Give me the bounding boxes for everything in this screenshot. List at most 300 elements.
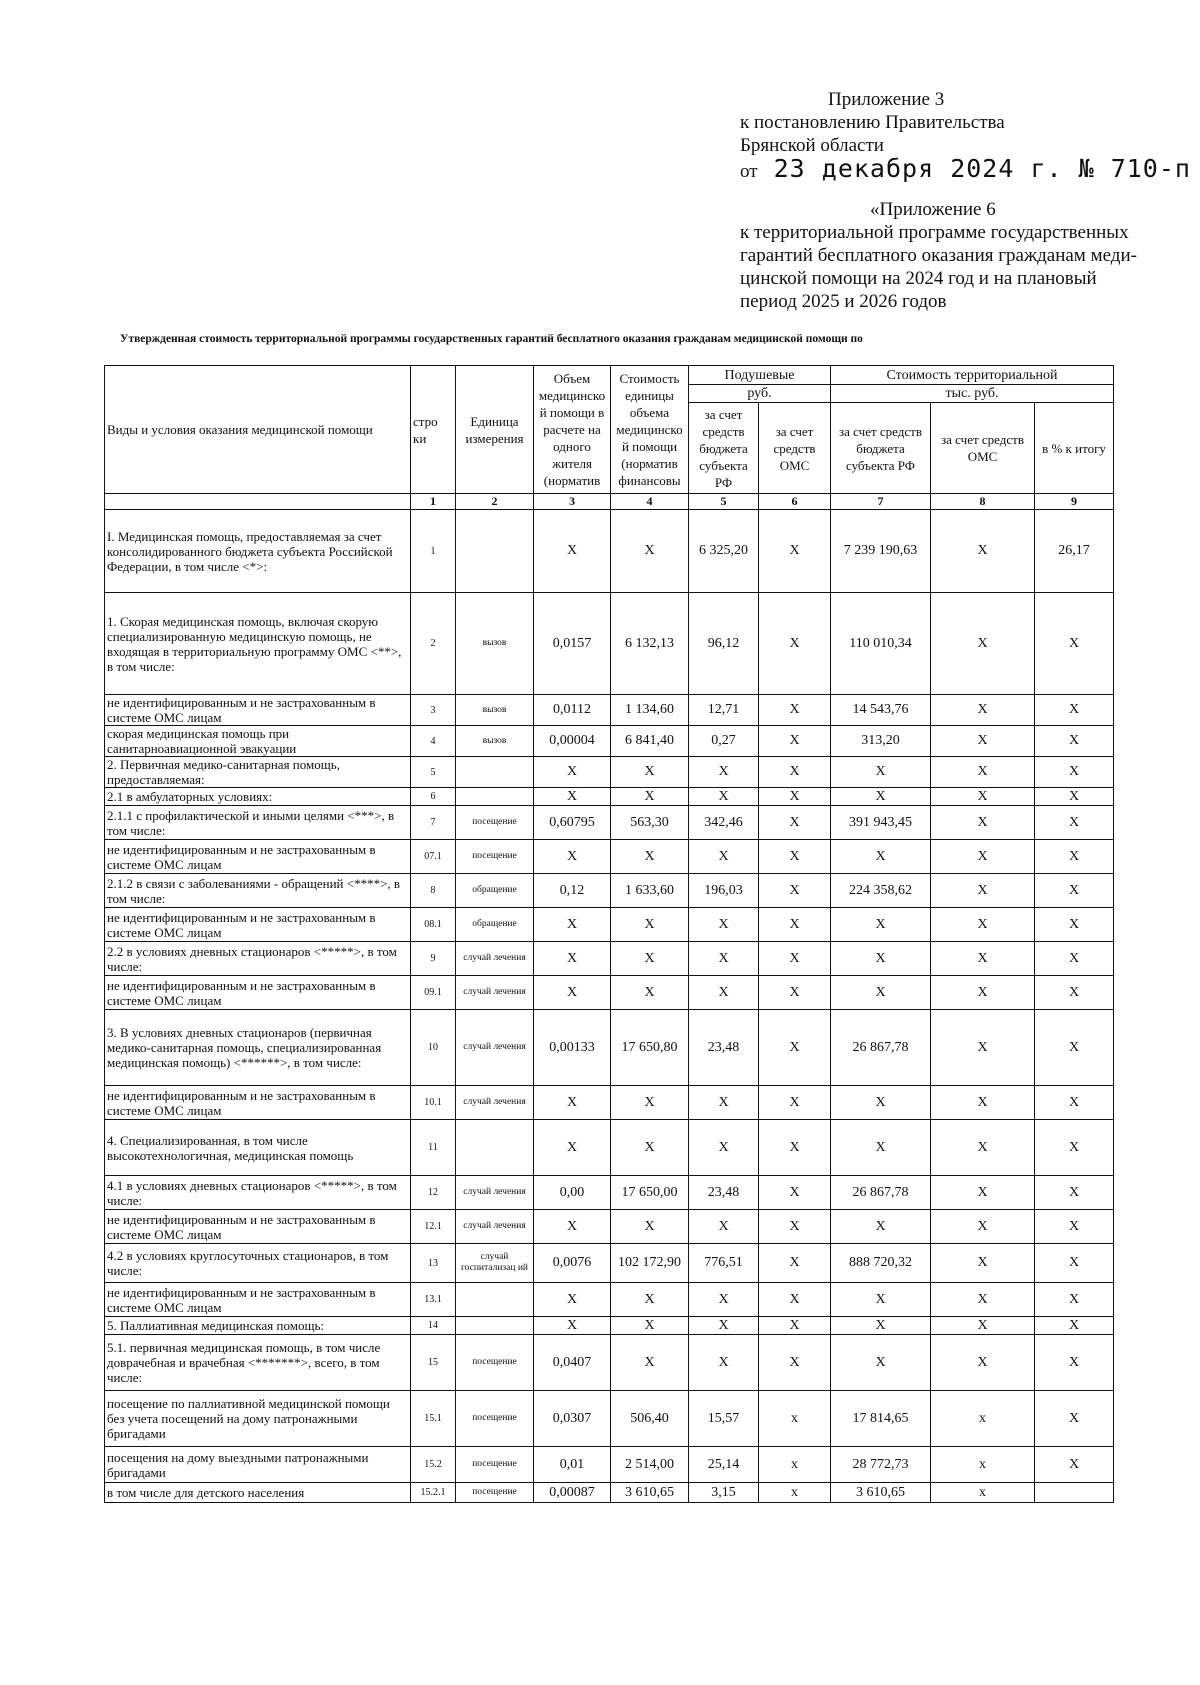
per-capita-budget: X [689, 942, 759, 976]
header-per-capita-unit: руб. [689, 385, 831, 403]
table-row [105, 976, 1114, 1010]
row-label: скорая медицинская помощь при санитарноавиационной эвакуации [105, 726, 411, 757]
territorial-budget: X [831, 757, 931, 788]
table-row [105, 1335, 1114, 1391]
unit [456, 1283, 534, 1317]
row-label: 5.1. первичная медицинская помощь, в том числе доврачебная и врачебная <*******>, всего, в том числе: [105, 1335, 411, 1391]
per-capita-budget: 0,27 [689, 726, 759, 757]
volume: 0,00133 [534, 1010, 611, 1086]
territorial-oms: X [931, 695, 1035, 726]
per-capita-budget: X [689, 788, 759, 806]
per-capita-budget: 3,15 [689, 1483, 759, 1503]
table-row [105, 788, 1114, 806]
unit-cost: 1 633,60 [611, 874, 689, 908]
header-line: к территориальной программе государственных [740, 222, 1129, 243]
per-capita-oms: X [759, 1010, 831, 1086]
cost-table [104, 365, 1114, 1503]
header-per-capita: Подушевые [689, 366, 831, 385]
per-capita-oms: X [759, 695, 831, 726]
column-number: 7 [831, 494, 931, 510]
unit: вызов [456, 593, 534, 695]
unit-cost: X [611, 757, 689, 788]
territorial-oms: X [931, 840, 1035, 874]
per-capita-budget: X [689, 757, 759, 788]
territorial-oms: X [931, 593, 1035, 695]
territorial-budget: 17 814,65 [831, 1391, 931, 1447]
column-number: 2 [456, 494, 534, 510]
per-capita-oms: X [759, 1120, 831, 1176]
row-number: 2 [411, 593, 456, 695]
volume: X [534, 757, 611, 788]
table-row [105, 757, 1114, 788]
territorial-budget: X [831, 788, 931, 806]
row-number: 15.1 [411, 1391, 456, 1447]
unit-cost: X [611, 1283, 689, 1317]
per-capita-budget: 23,48 [689, 1010, 759, 1086]
per-capita-oms: X [759, 942, 831, 976]
per-capita-budget: X [689, 1120, 759, 1176]
table-row [105, 1391, 1114, 1447]
table-body [105, 366, 1114, 1503]
table-row [105, 942, 1114, 976]
row-number: 11 [411, 1120, 456, 1176]
territorial-oms: X [931, 1210, 1035, 1244]
table-row [105, 1483, 1114, 1503]
row-number: 8 [411, 874, 456, 908]
unit: случай лечения [456, 1086, 534, 1120]
table-row [105, 1244, 1114, 1283]
row-label: 5. Паллиативная медицинская помощь: [105, 1317, 411, 1335]
territorial-oms: X [931, 976, 1035, 1010]
per-capita-oms: X [759, 840, 831, 874]
row-label: 2.1 в амбулаторных условиях: [105, 788, 411, 806]
unit-cost: X [611, 976, 689, 1010]
territorial-oms: X [931, 942, 1035, 976]
volume: X [534, 1120, 611, 1176]
row-label: 2.2 в условиях дневных стационаров <*****>, в том числе: [105, 942, 411, 976]
percent: X [1035, 1317, 1114, 1335]
per-capita-oms: x [759, 1483, 831, 1503]
unit [456, 510, 534, 593]
table-row [105, 908, 1114, 942]
territorial-budget: 110 010,34 [831, 593, 931, 695]
per-capita-budget: X [689, 1086, 759, 1120]
header-line: Приложение 3 [828, 89, 945, 110]
per-capita-oms: x [759, 1391, 831, 1447]
unit [456, 1317, 534, 1335]
column-number: 9 [1035, 494, 1114, 510]
row-number: 09.1 [411, 976, 456, 1010]
header-line: «Приложение 6 [870, 199, 996, 220]
territorial-oms: X [931, 1283, 1035, 1317]
unit: посещение [456, 806, 534, 840]
unit: случай лечения [456, 976, 534, 1010]
header-territorial-unit: тыс. руб. [831, 385, 1114, 403]
per-capita-budget: 342,46 [689, 806, 759, 840]
volume: 0,0307 [534, 1391, 611, 1447]
percent: X [1035, 593, 1114, 695]
percent: X [1035, 806, 1114, 840]
row-number: 3 [411, 695, 456, 726]
per-capita-oms: X [759, 1086, 831, 1120]
header-row-number: стро ки [411, 366, 456, 494]
unit-cost: X [611, 942, 689, 976]
unit: случай лечения [456, 1176, 534, 1210]
per-capita-oms: X [759, 874, 831, 908]
volume: X [534, 788, 611, 806]
unit-cost: X [611, 788, 689, 806]
table-row [105, 1283, 1114, 1317]
territorial-budget: X [831, 1120, 931, 1176]
unit: посещение [456, 1447, 534, 1483]
per-capita-budget: X [689, 1283, 759, 1317]
table-row [105, 1120, 1114, 1176]
row-number: 08.1 [411, 908, 456, 942]
date-handwritten: 23 декабря 2024 г. № 710-п [773, 154, 1191, 183]
header-kinds: Виды и условия оказания медицинской помощи [105, 366, 411, 494]
per-capita-budget: 15,57 [689, 1391, 759, 1447]
unit-cost: X [611, 840, 689, 874]
table-row [105, 1086, 1114, 1120]
territorial-budget: X [831, 908, 931, 942]
unit-cost: X [611, 1120, 689, 1176]
header-terr-oms: за счет средств ОМС [931, 403, 1035, 494]
row-label: не идентифицированным и не застрахованным в системе ОМС лицам [105, 1283, 411, 1317]
row-number: 14 [411, 1317, 456, 1335]
per-capita-budget: 25,14 [689, 1447, 759, 1483]
volume: 0,00 [534, 1176, 611, 1210]
row-number: 12 [411, 1176, 456, 1210]
table-row [105, 840, 1114, 874]
header-line: к постановлению Правительства [740, 112, 1005, 133]
unit-cost: 102 172,90 [611, 1244, 689, 1283]
percent: X [1035, 1244, 1114, 1283]
territorial-budget: X [831, 942, 931, 976]
territorial-budget: X [831, 1210, 931, 1244]
row-label: 4.1 в условиях дневных стационаров <*****>, в том числе: [105, 1176, 411, 1210]
row-number: 1 [411, 510, 456, 593]
per-capita-budget: 96,12 [689, 593, 759, 695]
per-capita-oms: X [759, 1283, 831, 1317]
row-number: 7 [411, 806, 456, 840]
unit-cost: 17 650,00 [611, 1176, 689, 1210]
volume: 0,0407 [534, 1335, 611, 1391]
territorial-budget: X [831, 1335, 931, 1391]
volume: X [534, 1086, 611, 1120]
volume: 0,01 [534, 1447, 611, 1483]
territorial-oms: X [931, 1086, 1035, 1120]
row-label: 4.2 в условиях круглосуточных стационаров, в том числе: [105, 1244, 411, 1283]
row-number: 12.1 [411, 1210, 456, 1244]
table-row [105, 1317, 1114, 1335]
percent: X [1035, 1283, 1114, 1317]
territorial-oms: X [931, 788, 1035, 806]
territorial-oms: X [931, 1244, 1035, 1283]
row-number: 5 [411, 757, 456, 788]
per-capita-oms: x [759, 1447, 831, 1483]
unit-cost: 6 132,13 [611, 593, 689, 695]
row-label: не идентифицированным и не застрахованным в системе ОМС лицам [105, 976, 411, 1010]
territorial-oms: X [931, 908, 1035, 942]
per-capita-oms: X [759, 806, 831, 840]
table-row [105, 695, 1114, 726]
territorial-oms: X [931, 510, 1035, 593]
territorial-oms: X [931, 1010, 1035, 1086]
per-capita-oms: X [759, 1335, 831, 1391]
per-capita-budget: X [689, 908, 759, 942]
territorial-oms: X [931, 1335, 1035, 1391]
percent: X [1035, 976, 1114, 1010]
percent: X [1035, 1335, 1114, 1391]
volume: 0,00004 [534, 726, 611, 757]
unit: посещение [456, 1391, 534, 1447]
unit-cost: 1 134,60 [611, 695, 689, 726]
volume: X [534, 942, 611, 976]
row-label: 2. Первичная медико-санитарная помощь, предоставляемая: [105, 757, 411, 788]
table-row [105, 1210, 1114, 1244]
unit [456, 757, 534, 788]
unit: посещение [456, 840, 534, 874]
unit: вызов [456, 726, 534, 757]
per-capita-oms: X [759, 788, 831, 806]
column-number: 1 [411, 494, 456, 510]
unit-cost: 3 610,65 [611, 1483, 689, 1503]
volume: 0,12 [534, 874, 611, 908]
row-label: 4. Специализированная, в том числе высокотехнологичная, медицинская помощь [105, 1120, 411, 1176]
column-number: 8 [931, 494, 1035, 510]
territorial-oms: X [931, 757, 1035, 788]
per-capita-oms: X [759, 1210, 831, 1244]
unit-cost: X [611, 510, 689, 593]
column-number: 6 [759, 494, 831, 510]
header-volume: Объем медицинско й помощи в расчете на одного жителя (норматив [534, 366, 611, 494]
column-number: 5 [689, 494, 759, 510]
header-per-oms: за счет средств ОМС [759, 403, 831, 494]
unit: случай госпитализац ий [456, 1244, 534, 1283]
volume: X [534, 1317, 611, 1335]
row-label: не идентифицированным и не застрахованным в системе ОМС лицам [105, 695, 411, 726]
percent: X [1035, 1010, 1114, 1086]
territorial-budget: 224 358,62 [831, 874, 931, 908]
row-number: 15 [411, 1335, 456, 1391]
unit: вызов [456, 695, 534, 726]
unit: случай лечения [456, 942, 534, 976]
territorial-oms: X [931, 1317, 1035, 1335]
territorial-oms: X [931, 1120, 1035, 1176]
row-number: 07.1 [411, 840, 456, 874]
header-per-budget: за счет средств бюджета субъекта РФ [689, 403, 759, 494]
unit-cost: X [611, 1335, 689, 1391]
percent: X [1035, 726, 1114, 757]
territorial-budget: 313,20 [831, 726, 931, 757]
territorial-budget: X [831, 1283, 931, 1317]
appendix-header [740, 88, 1191, 183]
row-label: не идентифицированным и не застрахованным в системе ОМС лицам [105, 840, 411, 874]
unit: случай лечения [456, 1010, 534, 1086]
per-capita-budget: 196,03 [689, 874, 759, 908]
header-line: Брянской области [740, 135, 884, 156]
territorial-budget: X [831, 976, 931, 1010]
unit: обращение [456, 908, 534, 942]
table-row [105, 874, 1114, 908]
unit-cost: 506,40 [611, 1391, 689, 1447]
header-unit-cost: Стоимость единицы объема медицинско й помощи (норматив финансовы [611, 366, 689, 494]
percent: X [1035, 942, 1114, 976]
row-label: в том числе для детского населения [105, 1483, 411, 1503]
row-label: 3. В условиях дневных стационаров (первичная медико-санитарная помощь, специализированная медицинская помощь) <******>, в том числе: [105, 1010, 411, 1086]
volume: X [534, 1283, 611, 1317]
table-row [105, 510, 1114, 593]
row-label: I. Медицинская помощь, предоставляемая за счет консолидированного бюджета субъекта Российской Федерации, в том числе <*>: [105, 510, 411, 593]
row-number: 15.2.1 [411, 1483, 456, 1503]
row-number: 10.1 [411, 1086, 456, 1120]
volume: X [534, 1210, 611, 1244]
territorial-oms: X [931, 726, 1035, 757]
unit-cost: X [611, 1086, 689, 1120]
per-capita-budget: X [689, 840, 759, 874]
percent: 26,17 [1035, 510, 1114, 593]
territorial-oms: X [931, 806, 1035, 840]
per-capita-oms: X [759, 1317, 831, 1335]
unit: случай лечения [456, 1210, 534, 1244]
unit [456, 1120, 534, 1176]
per-capita-budget: 776,51 [689, 1244, 759, 1283]
percent: X [1035, 1210, 1114, 1244]
percent: X [1035, 874, 1114, 908]
header-percent: в % к итогу [1035, 403, 1114, 494]
unit [456, 788, 534, 806]
unit: посещение [456, 1335, 534, 1391]
unit-cost: X [611, 1210, 689, 1244]
column-number: 4 [611, 494, 689, 510]
row-number: 10 [411, 1010, 456, 1086]
table-row [105, 1447, 1114, 1483]
percent: X [1035, 1447, 1114, 1483]
volume: 0,0112 [534, 695, 611, 726]
percent: X [1035, 1176, 1114, 1210]
table-row [105, 1176, 1114, 1210]
per-capita-oms: X [759, 976, 831, 1010]
volume: X [534, 908, 611, 942]
row-label: 2.1.2 в связи с заболеваниями - обращений <****>, в том числе: [105, 874, 411, 908]
territorial-oms: x [931, 1447, 1035, 1483]
per-capita-oms: X [759, 908, 831, 942]
row-number: 13.1 [411, 1283, 456, 1317]
table-title: Утвержденная стоимость территориальной программы государственных гарантий бесплатного оказания гражданам медицинской помощи по [120, 333, 863, 345]
table-row [105, 1010, 1114, 1086]
per-capita-oms: X [759, 726, 831, 757]
territorial-budget: 3 610,65 [831, 1483, 931, 1503]
column-number: 3 [534, 494, 611, 510]
per-capita-budget: X [689, 1210, 759, 1244]
volume: X [534, 840, 611, 874]
unit: посещение [456, 1483, 534, 1503]
row-label: 2.1.1 с профилактической и иными целями <***>, в том числе: [105, 806, 411, 840]
territorial-budget: 7 239 190,63 [831, 510, 931, 593]
territorial-budget: 14 543,76 [831, 695, 931, 726]
unit-cost: 2 514,00 [611, 1447, 689, 1483]
row-label: не идентифицированным и не застрахованным в системе ОМС лицам [105, 1210, 411, 1244]
per-capita-budget: 12,71 [689, 695, 759, 726]
row-label: не идентифицированным и не застрахованным в системе ОМС лицам [105, 1086, 411, 1120]
header-line: гарантий бесплатного оказания гражданам меди- [740, 245, 1137, 266]
territorial-oms: x [931, 1483, 1035, 1503]
territorial-budget: 391 943,45 [831, 806, 931, 840]
program-appendix-header [740, 198, 1170, 313]
per-capita-budget: X [689, 1317, 759, 1335]
row-label: посещение по паллиативной медицинской помощи без учета посещений на дому патронажными бригадами [105, 1391, 411, 1447]
header-terr-budget: за счет средств бюджета субъекта РФ [831, 403, 931, 494]
percent: X [1035, 908, 1114, 942]
unit: обращение [456, 874, 534, 908]
row-label: 1. Скорая медицинская помощь, включая скорую специализированную медицинскую помощь, не входящая в территориальную программу ОМС <**>, в том числе: [105, 593, 411, 695]
territorial-budget: 26 867,78 [831, 1176, 931, 1210]
date-prefix: от [740, 161, 758, 182]
per-capita-oms: X [759, 1244, 831, 1283]
unit-cost: 17 650,80 [611, 1010, 689, 1086]
territorial-budget: X [831, 840, 931, 874]
volume: 0,0076 [534, 1244, 611, 1283]
volume: X [534, 976, 611, 1010]
per-capita-oms: X [759, 510, 831, 593]
per-capita-budget: X [689, 1335, 759, 1391]
column-number [105, 494, 411, 510]
territorial-budget: X [831, 1317, 931, 1335]
per-capita-oms: X [759, 757, 831, 788]
percent: X [1035, 840, 1114, 874]
decree-date [740, 154, 1191, 183]
header-line: цинской помощи на 2024 год и на плановый [740, 268, 1097, 289]
volume: 0,0157 [534, 593, 611, 695]
territorial-budget: 888 720,32 [831, 1244, 931, 1283]
row-number: 4 [411, 726, 456, 757]
per-capita-budget: 6 325,20 [689, 510, 759, 593]
header-territorial-cost: Стоимость территориальной [831, 366, 1114, 385]
territorial-oms: X [931, 1176, 1035, 1210]
unit-cost: X [611, 1317, 689, 1335]
row-number: 15.2 [411, 1447, 456, 1483]
header-line: период 2025 и 2026 годов [740, 291, 947, 312]
table-row [105, 593, 1114, 695]
territorial-budget: 26 867,78 [831, 1010, 931, 1086]
per-capita-oms: X [759, 1176, 831, 1210]
header-unit: Единица измерения [456, 366, 534, 494]
row-label: посещения на дому выездными патронажными бригадами [105, 1447, 411, 1483]
territorial-budget: 28 772,73 [831, 1447, 931, 1483]
territorial-budget: X [831, 1086, 931, 1120]
row-number: 6 [411, 788, 456, 806]
per-capita-budget: 23,48 [689, 1176, 759, 1210]
percent: X [1035, 695, 1114, 726]
percent: X [1035, 757, 1114, 788]
volume: X [534, 510, 611, 593]
row-number: 13 [411, 1244, 456, 1283]
table-row [105, 806, 1114, 840]
percent: X [1035, 1391, 1114, 1447]
territorial-oms: X [931, 874, 1035, 908]
unit-cost: X [611, 908, 689, 942]
percent: X [1035, 1086, 1114, 1120]
unit-cost: 563,30 [611, 806, 689, 840]
unit-cost: 6 841,40 [611, 726, 689, 757]
per-capita-oms: X [759, 593, 831, 695]
volume: 0,60795 [534, 806, 611, 840]
volume: 0,00087 [534, 1483, 611, 1503]
table-row [105, 726, 1114, 757]
row-number: 9 [411, 942, 456, 976]
percent: X [1035, 788, 1114, 806]
row-label: не идентифицированным и не застрахованным в системе ОМС лицам [105, 908, 411, 942]
